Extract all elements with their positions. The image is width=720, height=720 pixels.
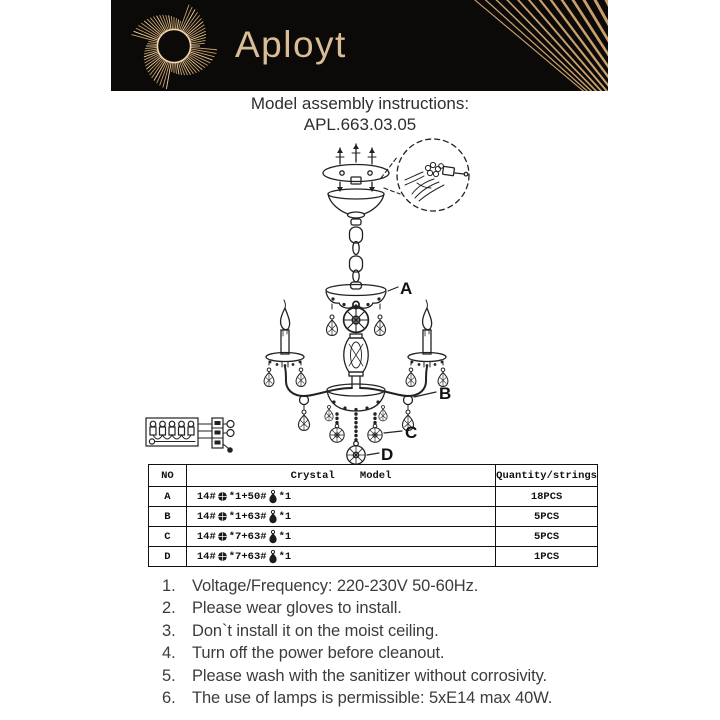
crystal-parts-table <box>148 464 598 567</box>
pendant-icon <box>268 530 278 544</box>
page-subtitle: Model assembly instructions: <box>250 94 470 113</box>
row-no: C <box>149 527 187 547</box>
pendant-icon <box>268 490 278 504</box>
row-quantity: 5PCS <box>496 507 598 527</box>
string-crystal-left <box>330 424 344 442</box>
crystal-model-spec: 14# *1+50# *1 <box>196 490 292 503</box>
instruction-item: 3. Don`t install it on the moist ceiling. <box>162 621 439 640</box>
row-no: D <box>149 547 187 567</box>
center-column <box>344 301 369 387</box>
col-header-no: NO <box>149 465 187 487</box>
canopy <box>328 189 384 218</box>
arm-crystal-left <box>299 410 310 431</box>
pendant-icon <box>268 550 278 564</box>
instruction-item: 5. Please wash with the sanitizer without corrosivity. <box>162 666 547 685</box>
row-no: A <box>149 487 187 507</box>
row-no: B <box>149 507 187 527</box>
wiring-detail-callout <box>381 139 469 211</box>
row-quantity: 5PCS <box>496 527 598 547</box>
bottom-crystal-d <box>347 441 365 464</box>
table-row-b <box>149 507 598 527</box>
instruction-item: 4. Turn off the power before cleanout. <box>162 644 445 663</box>
bead-icon <box>217 491 228 502</box>
table-row-d <box>149 547 598 567</box>
bead-icon <box>217 511 228 522</box>
instructions-list <box>162 575 612 709</box>
bead-icon <box>217 531 228 542</box>
model-number: APL.663.03.05 <box>303 114 417 134</box>
label-c: C <box>405 423 418 442</box>
left-arm <box>285 367 352 405</box>
col-header-qty: Quantity/strings <box>496 465 598 487</box>
label-d: D <box>381 445 394 464</box>
label-b: B <box>439 384 452 403</box>
bead-strings <box>330 414 382 464</box>
instruction-item: 6. The use of lamps is permissible: 5xE14 max 40W. <box>162 689 553 708</box>
crystal-model-spec: 14# *1+63# *1 <box>196 510 292 523</box>
twisted-wires-icon <box>425 162 443 176</box>
pendant-icon <box>268 510 278 524</box>
aployt-starburst-logo-icon <box>131 3 217 89</box>
table-row-c <box>149 527 598 547</box>
hand-icon <box>412 179 444 201</box>
crystal-model-spec: 14# *7+63# *1 <box>196 530 292 543</box>
row-quantity: 18PCS <box>496 487 598 507</box>
label-a: A <box>400 279 413 298</box>
string-crystal-c <box>368 424 382 442</box>
brand-banner <box>111 0 608 91</box>
instruction-item: 2. Please wear gloves to install. <box>162 599 402 618</box>
instruction-item: 1. Voltage/Frequency: 220-230V 50-60Hz. <box>162 577 479 595</box>
chain <box>350 219 363 289</box>
brand-name: Aployt <box>235 24 347 65</box>
crystal-model-spec: 14# *7+63# *1 <box>196 550 292 563</box>
chandelier-assembly-diagram <box>100 136 620 468</box>
terminal-block-detail <box>146 418 234 453</box>
table-row-a <box>149 487 598 507</box>
bead-icon <box>217 551 228 562</box>
ceiling-mount <box>323 144 389 192</box>
right-arm <box>360 367 427 405</box>
row-quantity: 1PCS <box>496 547 598 567</box>
col-header-model: Crystal Model <box>186 465 495 487</box>
